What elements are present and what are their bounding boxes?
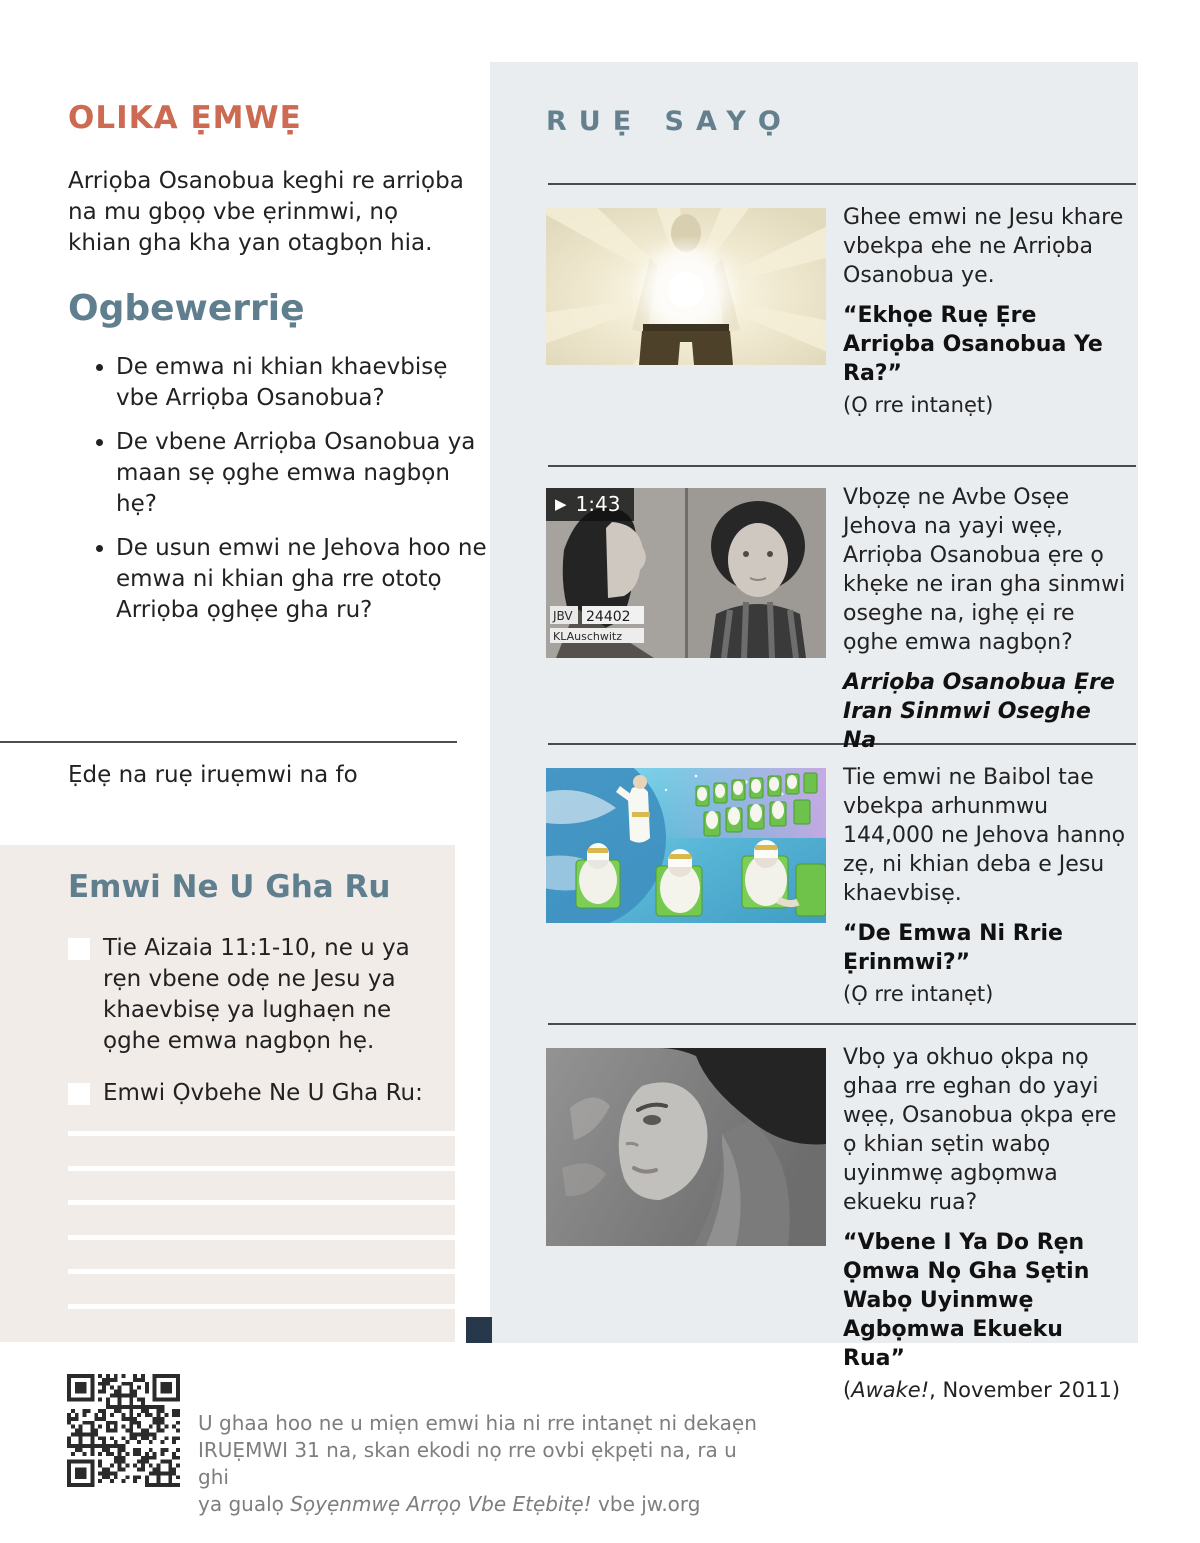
publication-title: “Ekhọe Ruẹ Ẹre Arriọba Osanobua Ye Ra?” <box>843 303 1103 386</box>
footer-line: U ghaa hoo ne u miẹn emwi hia ni rre intanẹt ni dekaẹn <box>198 1411 757 1435</box>
magazine-name: Awake! <box>851 1378 930 1402</box>
todo-task <box>68 1078 435 1109</box>
illustration-glowing-heart-man <box>546 208 826 365</box>
answer-line[interactable] <box>68 1200 455 1205</box>
video-thumbnail-mugshot[interactable] <box>546 488 826 658</box>
video-duration: 1:43 <box>575 492 621 516</box>
video-title: Arriọba Osanobua Ẹre Iran Sinmwi Oseghe Na <box>843 670 1115 753</box>
divider <box>548 465 1136 467</box>
divider <box>548 1023 1136 1025</box>
reminder-text: Ẹdẹ na ruẹ iruẹmwi na fo <box>68 762 358 788</box>
item-source-note: (Awake!, November 2011) <box>843 1378 1121 1402</box>
footer-instructions <box>198 1410 758 1518</box>
footer-line: ya gualọ Sọyẹnmwẹ Arrọọ Vbe Etẹbitẹ! vbe jw.org <box>198 1492 701 1516</box>
article-title: “Vbene I Ya Do Rẹn Ọmwa Nọ Gha Sẹtin Wabọ Uyinmwẹ Agbọmwa Ekueku Rua” <box>843 1230 1090 1371</box>
item-description: Vbọ ya okhuo ọkpa nọ ghaa rre eghan do yayi wẹẹ, Osanobua ọkpa ẹre ọ khian sẹtin wabọ uyinmwẹ agbọmwa ekueku rua? <box>843 1045 1117 1215</box>
answer-line[interactable] <box>68 1235 455 1240</box>
qr-code <box>67 1374 180 1487</box>
page-title: OLIKA ẸMWẸ <box>68 100 302 136</box>
publication-name: Sọyẹnmwẹ Arrọọ Vbe Etẹbitẹ! <box>290 1492 592 1516</box>
task-checkbox[interactable] <box>68 1083 90 1105</box>
review-item-text <box>843 203 1131 419</box>
illustration-heavenly-thrones <box>546 768 826 923</box>
review-item-text <box>843 1043 1131 1404</box>
publication-title: “De Emwa Ni Rrie Ẹrinmwi?” <box>843 921 1063 975</box>
footer-line: IRUẸMWI 31 na, skan ekodi nọ rre ovbi ẹkpẹti na, ra u ghi <box>198 1438 737 1489</box>
svg-text:24402: 24402 <box>586 609 631 625</box>
task-text: Tie Aizaia 11:1-10, ne u ya rẹn vbene odẹ ne Jesu ya khaevbisẹ ya lughaẹn ne ọghe emwa nagbọn hẹ. <box>103 935 410 1054</box>
review-question: • De emwa ni khian khaevbisẹ vbe Arriọba Osanobua? <box>116 352 488 414</box>
review-question: • De usun emwi ne Jehova hoo ne emwa ni khian gha rre ototọ Arriọba ọghẹe gha ru? <box>116 533 488 626</box>
todo-task <box>68 933 435 1057</box>
divider <box>548 183 1136 185</box>
intro-paragraph: Arriọba Osanobua keghi re arriọba na mu gbọọ vbe ẹrinmwi, nọ khian gha kha yan otagbọn hia. <box>68 168 464 256</box>
svg-text:JBV: JBV <box>553 609 573 623</box>
item-source-note: (Ọ rre intanẹt) <box>843 982 994 1006</box>
item-description: Tie emwi ne Baibol tae vbekpa arhunmwu 144,000 ne Jehova hannọ zẹ, ni khian deba e Jesu khaevbisẹ. <box>843 765 1126 906</box>
todo-box-title: Emwi Ne U Gha Ru <box>68 869 391 905</box>
review-question-list <box>92 352 488 639</box>
todo-box <box>0 845 455 1342</box>
review-item-text <box>843 763 1131 1008</box>
answer-line[interactable] <box>68 1304 455 1309</box>
answer-line[interactable] <box>68 1269 455 1274</box>
item-description: Vbọzẹ ne Avbe Osẹe Jehova na yayi wẹẹ, Arriọba Osanobua ẹre ọ khẹke ne iran gha sinmwi oseghe na, ighẹ ẹi re ọghe emwa nagbọn? <box>843 485 1126 655</box>
task-text: Emwi Ọvbehe Ne U Gha Ru: <box>103 1080 423 1106</box>
photo-woman-portrait <box>546 1048 826 1246</box>
review-item-text <box>843 483 1131 758</box>
section-title-review: Ogbewerriẹ <box>68 288 305 329</box>
answer-line[interactable] <box>68 1131 455 1136</box>
panel-title: RUẸ SAYỌ <box>546 106 793 137</box>
answer-line[interactable] <box>68 1166 455 1171</box>
divider <box>0 741 457 743</box>
play-icon: ▶ <box>555 495 567 513</box>
video-duration-badge <box>546 488 634 521</box>
task-checkbox[interactable] <box>68 938 90 960</box>
review-question: • De vbene Arriọba Osanobua ya maan sẹ ọghe emwa nagbọn hẹ? <box>116 427 488 520</box>
page-corner-marker <box>466 1317 492 1343</box>
svg-text:KLAuschwitz: KLAuschwitz <box>553 630 622 643</box>
item-description: Ghee emwi ne Jesu khare vbekpa ehe ne Arriọba Osanobua ye. <box>843 205 1124 288</box>
item-source-note: (Ọ rre intanẹt) <box>843 393 994 417</box>
